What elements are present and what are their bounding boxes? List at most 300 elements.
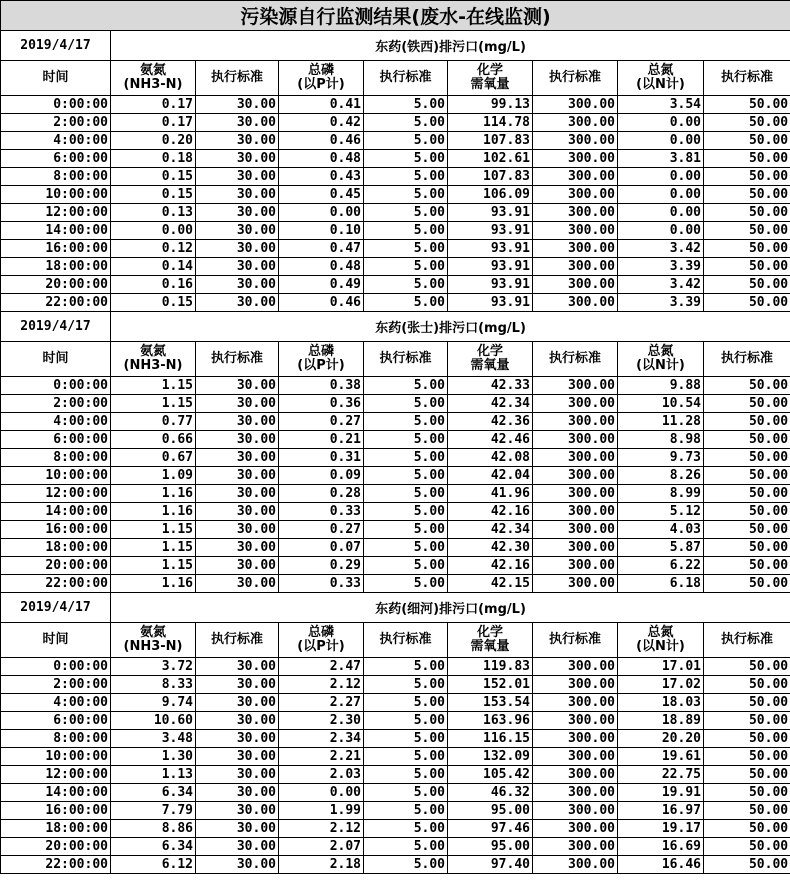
cell-ammonia: 0.15 bbox=[111, 294, 196, 312]
cell-ammonia: 0.15 bbox=[111, 186, 196, 204]
cell-phosphorus-std: 5.00 bbox=[364, 856, 448, 874]
table-row bbox=[1, 784, 790, 802]
cell-phosphorus: 2.03 bbox=[279, 766, 364, 784]
cell-ammonia: 8.33 bbox=[111, 676, 196, 694]
report-title: 污染源自行监测结果(废水-在线监测) bbox=[1, 1, 790, 31]
header-total-phosphorus-line: (以P计) bbox=[297, 358, 345, 373]
cell-phosphorus-std: 5.00 bbox=[364, 449, 448, 467]
cell-nitrogen-std: 50.00 bbox=[704, 258, 790, 276]
cell-time: 16:00:00 bbox=[1, 521, 111, 539]
cell-phosphorus-std: 5.00 bbox=[364, 694, 448, 712]
cell-nitrogen-std: 50.00 bbox=[704, 694, 790, 712]
cell-nitrogen: 22.75 bbox=[618, 766, 704, 784]
cell-phosphorus-std: 5.00 bbox=[364, 467, 448, 485]
header-total-nitrogen-line: 总氮 bbox=[647, 625, 674, 640]
cell-cod: 42.16 bbox=[448, 557, 533, 575]
table-row bbox=[1, 467, 790, 485]
cell-cod-std: 300.00 bbox=[533, 748, 618, 766]
cell-time: 2:00:00 bbox=[1, 676, 111, 694]
cell-ammonia: 0.12 bbox=[111, 240, 196, 258]
table-row bbox=[1, 694, 790, 712]
cell-phosphorus: 0.46 bbox=[279, 294, 364, 312]
cell-ammonia: 1.30 bbox=[111, 748, 196, 766]
cell-ammonia: 3.48 bbox=[111, 730, 196, 748]
header-standard-line: 执行标准 bbox=[548, 70, 601, 85]
cell-nitrogen: 3.39 bbox=[618, 258, 704, 276]
cell-ammonia: 0.67 bbox=[111, 449, 196, 467]
cell-cod: 116.15 bbox=[448, 730, 533, 748]
cell-phosphorus: 0.29 bbox=[279, 557, 364, 575]
cell-phosphorus: 0.38 bbox=[279, 377, 364, 395]
cell-phosphorus-std: 5.00 bbox=[364, 784, 448, 802]
header-ammonia-nitrogen-line: (NH3-N) bbox=[123, 77, 183, 92]
header-cod-line: 需氧量 bbox=[470, 639, 510, 654]
header-cod-line: 化学 bbox=[476, 625, 503, 640]
header-cod bbox=[448, 623, 533, 658]
cell-nitrogen: 6.18 bbox=[618, 575, 704, 593]
header-standard bbox=[533, 61, 618, 96]
cell-ammonia: 8.86 bbox=[111, 820, 196, 838]
cell-nitrogen-std: 50.00 bbox=[704, 168, 790, 186]
cell-phosphorus: 0.45 bbox=[279, 186, 364, 204]
cell-cod: 42.04 bbox=[448, 467, 533, 485]
table-row bbox=[1, 204, 790, 222]
cell-phosphorus: 0.09 bbox=[279, 467, 364, 485]
cell-ammonia-std: 30.00 bbox=[196, 856, 279, 874]
cell-nitrogen: 10.54 bbox=[618, 395, 704, 413]
cell-phosphorus-std: 5.00 bbox=[364, 485, 448, 503]
cell-nitrogen-std: 50.00 bbox=[704, 240, 790, 258]
cell-phosphorus: 2.07 bbox=[279, 838, 364, 856]
cell-nitrogen: 0.00 bbox=[618, 222, 704, 240]
cell-phosphorus-std: 5.00 bbox=[364, 294, 448, 312]
cell-phosphorus-std: 5.00 bbox=[364, 258, 448, 276]
cell-ammonia-std: 30.00 bbox=[196, 820, 279, 838]
cell-cod-std: 300.00 bbox=[533, 168, 618, 186]
cell-cod: 93.91 bbox=[448, 222, 533, 240]
table-row bbox=[1, 658, 790, 676]
cell-cod-std: 300.00 bbox=[533, 712, 618, 730]
table-row bbox=[1, 856, 790, 874]
cell-cod: 132.09 bbox=[448, 748, 533, 766]
cell-phosphorus-std: 5.00 bbox=[364, 114, 448, 132]
header-standard bbox=[364, 623, 448, 658]
cell-phosphorus: 0.43 bbox=[279, 168, 364, 186]
cell-cod-std: 300.00 bbox=[533, 276, 618, 294]
header-total-nitrogen-line: (以N计) bbox=[636, 77, 685, 92]
cell-time: 14:00:00 bbox=[1, 503, 111, 521]
cell-phosphorus: 0.28 bbox=[279, 485, 364, 503]
cell-nitrogen-std: 50.00 bbox=[704, 294, 790, 312]
cell-nitrogen-std: 50.00 bbox=[704, 395, 790, 413]
cell-time: 6:00:00 bbox=[1, 712, 111, 730]
cell-ammonia-std: 30.00 bbox=[196, 521, 279, 539]
cell-ammonia: 3.72 bbox=[111, 658, 196, 676]
cell-cod-std: 300.00 bbox=[533, 132, 618, 150]
cell-time: 20:00:00 bbox=[1, 557, 111, 575]
cell-phosphorus: 0.48 bbox=[279, 258, 364, 276]
cell-ammonia: 0.15 bbox=[111, 168, 196, 186]
cell-cod-std: 300.00 bbox=[533, 539, 618, 557]
cell-nitrogen: 5.87 bbox=[618, 539, 704, 557]
table-row bbox=[1, 712, 790, 730]
cell-ammonia-std: 30.00 bbox=[196, 784, 279, 802]
header-total-nitrogen bbox=[618, 342, 704, 377]
cell-phosphorus: 0.10 bbox=[279, 222, 364, 240]
cell-phosphorus-std: 5.00 bbox=[364, 168, 448, 186]
cell-ammonia: 0.00 bbox=[111, 222, 196, 240]
section-heading-row bbox=[1, 593, 790, 623]
column-header-row bbox=[1, 342, 790, 377]
cell-cod: 95.00 bbox=[448, 838, 533, 856]
cell-cod-std: 300.00 bbox=[533, 784, 618, 802]
cell-phosphorus-std: 5.00 bbox=[364, 521, 448, 539]
cell-phosphorus: 0.33 bbox=[279, 503, 364, 521]
cell-ammonia: 6.34 bbox=[111, 784, 196, 802]
cell-ammonia-std: 30.00 bbox=[196, 168, 279, 186]
cell-ammonia: 0.14 bbox=[111, 258, 196, 276]
header-ammonia-nitrogen bbox=[111, 623, 196, 658]
cell-phosphorus: 1.99 bbox=[279, 802, 364, 820]
table-row bbox=[1, 240, 790, 258]
cell-nitrogen: 18.03 bbox=[618, 694, 704, 712]
cell-time: 14:00:00 bbox=[1, 784, 111, 802]
cell-ammonia-std: 30.00 bbox=[196, 395, 279, 413]
cell-time: 8:00:00 bbox=[1, 168, 111, 186]
header-standard-line: 执行标准 bbox=[379, 632, 432, 647]
cell-nitrogen: 11.28 bbox=[618, 413, 704, 431]
cell-nitrogen-std: 50.00 bbox=[704, 730, 790, 748]
header-ammonia-nitrogen-line: (NH3-N) bbox=[123, 639, 183, 654]
cell-cod-std: 300.00 bbox=[533, 114, 618, 132]
cell-cod: 114.78 bbox=[448, 114, 533, 132]
header-time-line: 时间 bbox=[42, 351, 69, 366]
cell-time: 4:00:00 bbox=[1, 694, 111, 712]
header-cod bbox=[448, 342, 533, 377]
header-total-phosphorus-line: (以P计) bbox=[297, 639, 345, 654]
cell-cod-std: 300.00 bbox=[533, 413, 618, 431]
header-ammonia-nitrogen-line: 氨氮 bbox=[139, 625, 166, 640]
cell-phosphorus-std: 5.00 bbox=[364, 413, 448, 431]
header-standard bbox=[533, 623, 618, 658]
cell-nitrogen: 8.99 bbox=[618, 485, 704, 503]
cell-nitrogen: 0.00 bbox=[618, 168, 704, 186]
cell-cod: 97.46 bbox=[448, 820, 533, 838]
cell-cod: 95.00 bbox=[448, 802, 533, 820]
cell-cod: 93.91 bbox=[448, 294, 533, 312]
cell-ammonia-std: 30.00 bbox=[196, 467, 279, 485]
column-header-row bbox=[1, 61, 790, 96]
cell-ammonia: 1.15 bbox=[111, 395, 196, 413]
cell-nitrogen-std: 50.00 bbox=[704, 222, 790, 240]
cell-cod: 93.91 bbox=[448, 258, 533, 276]
cell-time: 16:00:00 bbox=[1, 240, 111, 258]
cell-nitrogen: 19.61 bbox=[618, 748, 704, 766]
header-cod-line: 需氧量 bbox=[470, 77, 510, 92]
cell-ammonia: 0.20 bbox=[111, 132, 196, 150]
cell-time: 6:00:00 bbox=[1, 431, 111, 449]
cell-cod: 93.91 bbox=[448, 204, 533, 222]
cell-phosphorus-std: 5.00 bbox=[364, 186, 448, 204]
cell-nitrogen-std: 50.00 bbox=[704, 204, 790, 222]
cell-cod-std: 300.00 bbox=[533, 658, 618, 676]
header-time-line: 时间 bbox=[42, 632, 69, 647]
cell-phosphorus: 0.47 bbox=[279, 240, 364, 258]
cell-nitrogen: 3.81 bbox=[618, 150, 704, 168]
table-row bbox=[1, 503, 790, 521]
cell-phosphorus-std: 5.00 bbox=[364, 820, 448, 838]
cell-phosphorus-std: 5.00 bbox=[364, 132, 448, 150]
cell-time: 2:00:00 bbox=[1, 114, 111, 132]
cell-cod-std: 300.00 bbox=[533, 395, 618, 413]
header-ammonia-nitrogen bbox=[111, 342, 196, 377]
cell-cod: 42.08 bbox=[448, 449, 533, 467]
header-total-nitrogen-line: 总氮 bbox=[647, 63, 674, 78]
header-standard bbox=[196, 342, 279, 377]
cell-ammonia-std: 30.00 bbox=[196, 449, 279, 467]
cell-cod-std: 300.00 bbox=[533, 96, 618, 114]
cell-cod: 42.36 bbox=[448, 413, 533, 431]
section-outlet-name: 东药(张士)排污口(mg/L) bbox=[111, 312, 790, 342]
cell-nitrogen: 5.12 bbox=[618, 503, 704, 521]
cell-cod: 42.15 bbox=[448, 575, 533, 593]
cell-time: 18:00:00 bbox=[1, 539, 111, 557]
cell-nitrogen-std: 50.00 bbox=[704, 856, 790, 874]
header-standard-line: 执行标准 bbox=[379, 70, 432, 85]
section-outlet-name: 东药(细河)排污口(mg/L) bbox=[111, 593, 790, 623]
cell-phosphorus: 0.21 bbox=[279, 431, 364, 449]
cell-phosphorus-std: 5.00 bbox=[364, 395, 448, 413]
cell-nitrogen-std: 50.00 bbox=[704, 820, 790, 838]
cell-ammonia-std: 30.00 bbox=[196, 557, 279, 575]
cell-nitrogen: 8.26 bbox=[618, 467, 704, 485]
cell-nitrogen-std: 50.00 bbox=[704, 766, 790, 784]
table-row bbox=[1, 431, 790, 449]
cell-cod: 107.83 bbox=[448, 168, 533, 186]
cell-phosphorus-std: 5.00 bbox=[364, 748, 448, 766]
section-date: 2019/4/17 bbox=[1, 593, 111, 623]
cell-nitrogen: 16.97 bbox=[618, 802, 704, 820]
cell-cod-std: 300.00 bbox=[533, 521, 618, 539]
table-row bbox=[1, 222, 790, 240]
cell-ammonia-std: 30.00 bbox=[196, 539, 279, 557]
cell-nitrogen-std: 50.00 bbox=[704, 521, 790, 539]
cell-time: 4:00:00 bbox=[1, 413, 111, 431]
cell-phosphorus: 0.42 bbox=[279, 114, 364, 132]
section-heading-row bbox=[1, 312, 790, 342]
table-row bbox=[1, 575, 790, 593]
cell-phosphorus-std: 5.00 bbox=[364, 712, 448, 730]
cell-phosphorus: 2.34 bbox=[279, 730, 364, 748]
cell-time: 10:00:00 bbox=[1, 748, 111, 766]
cell-nitrogen-std: 50.00 bbox=[704, 748, 790, 766]
table-row bbox=[1, 114, 790, 132]
cell-ammonia-std: 30.00 bbox=[196, 712, 279, 730]
header-standard-line: 执行标准 bbox=[721, 70, 774, 85]
cell-time: 16:00:00 bbox=[1, 802, 111, 820]
cell-ammonia: 1.16 bbox=[111, 503, 196, 521]
header-ammonia-nitrogen-line: 氨氮 bbox=[139, 344, 166, 359]
cell-phosphorus-std: 5.00 bbox=[364, 377, 448, 395]
table-row bbox=[1, 395, 790, 413]
cell-ammonia: 1.16 bbox=[111, 575, 196, 593]
cell-ammonia: 1.15 bbox=[111, 539, 196, 557]
section-date: 2019/4/17 bbox=[1, 312, 111, 342]
cell-nitrogen-std: 50.00 bbox=[704, 96, 790, 114]
header-standard bbox=[704, 61, 790, 96]
cell-nitrogen: 0.00 bbox=[618, 186, 704, 204]
table-row bbox=[1, 449, 790, 467]
cell-nitrogen: 0.00 bbox=[618, 132, 704, 150]
cell-time: 0:00:00 bbox=[1, 377, 111, 395]
table-row bbox=[1, 820, 790, 838]
header-standard-line: 执行标准 bbox=[210, 351, 263, 366]
cell-nitrogen-std: 50.00 bbox=[704, 539, 790, 557]
cell-cod: 42.34 bbox=[448, 521, 533, 539]
table-row bbox=[1, 676, 790, 694]
cell-time: 0:00:00 bbox=[1, 96, 111, 114]
header-standard bbox=[196, 61, 279, 96]
cell-nitrogen: 19.17 bbox=[618, 820, 704, 838]
cell-nitrogen-std: 50.00 bbox=[704, 712, 790, 730]
cell-ammonia-std: 30.00 bbox=[196, 114, 279, 132]
cell-nitrogen: 9.73 bbox=[618, 449, 704, 467]
cell-nitrogen: 8.98 bbox=[618, 431, 704, 449]
cell-phosphorus: 0.07 bbox=[279, 539, 364, 557]
cell-cod: 163.96 bbox=[448, 712, 533, 730]
table-row bbox=[1, 521, 790, 539]
cell-cod: 119.83 bbox=[448, 658, 533, 676]
cell-nitrogen-std: 50.00 bbox=[704, 575, 790, 593]
cell-phosphorus: 0.31 bbox=[279, 449, 364, 467]
cell-ammonia-std: 30.00 bbox=[196, 485, 279, 503]
header-ammonia-nitrogen bbox=[111, 61, 196, 96]
cell-time: 4:00:00 bbox=[1, 132, 111, 150]
header-total-nitrogen-line: (以N计) bbox=[636, 639, 685, 654]
cell-nitrogen-std: 50.00 bbox=[704, 503, 790, 521]
cell-time: 10:00:00 bbox=[1, 467, 111, 485]
cell-phosphorus: 0.48 bbox=[279, 150, 364, 168]
cell-ammonia: 6.12 bbox=[111, 856, 196, 874]
cell-time: 2:00:00 bbox=[1, 395, 111, 413]
table-row bbox=[1, 150, 790, 168]
cell-ammonia-std: 30.00 bbox=[196, 413, 279, 431]
cell-cod: 42.16 bbox=[448, 503, 533, 521]
cell-ammonia-std: 30.00 bbox=[196, 503, 279, 521]
cell-time: 12:00:00 bbox=[1, 204, 111, 222]
cell-cod: 152.01 bbox=[448, 676, 533, 694]
cell-ammonia: 0.77 bbox=[111, 413, 196, 431]
cell-cod: 42.33 bbox=[448, 377, 533, 395]
cell-phosphorus: 2.12 bbox=[279, 820, 364, 838]
cell-cod: 93.91 bbox=[448, 240, 533, 258]
cell-nitrogen-std: 50.00 bbox=[704, 114, 790, 132]
cell-cod-std: 300.00 bbox=[533, 730, 618, 748]
cell-ammonia: 0.18 bbox=[111, 150, 196, 168]
header-standard bbox=[364, 342, 448, 377]
cell-phosphorus-std: 5.00 bbox=[364, 730, 448, 748]
cell-ammonia-std: 30.00 bbox=[196, 802, 279, 820]
table-row bbox=[1, 766, 790, 784]
table-row bbox=[1, 377, 790, 395]
cell-nitrogen-std: 50.00 bbox=[704, 449, 790, 467]
cell-ammonia: 1.09 bbox=[111, 467, 196, 485]
header-standard bbox=[704, 623, 790, 658]
cell-cod-std: 300.00 bbox=[533, 449, 618, 467]
cell-cod: 153.54 bbox=[448, 694, 533, 712]
cell-ammonia-std: 30.00 bbox=[196, 575, 279, 593]
cell-cod-std: 300.00 bbox=[533, 820, 618, 838]
header-cod-line: 化学 bbox=[476, 344, 503, 359]
cell-ammonia: 1.15 bbox=[111, 377, 196, 395]
header-total-phosphorus bbox=[279, 623, 364, 658]
cell-time: 10:00:00 bbox=[1, 186, 111, 204]
cell-cod: 99.13 bbox=[448, 96, 533, 114]
cell-ammonia-std: 30.00 bbox=[196, 431, 279, 449]
cell-phosphorus-std: 5.00 bbox=[364, 658, 448, 676]
cell-ammonia: 9.74 bbox=[111, 694, 196, 712]
header-standard bbox=[196, 623, 279, 658]
cell-phosphorus-std: 5.00 bbox=[364, 204, 448, 222]
table-row bbox=[1, 748, 790, 766]
cell-nitrogen: 4.03 bbox=[618, 521, 704, 539]
header-time-line: 时间 bbox=[42, 70, 69, 85]
cell-phosphorus: 0.27 bbox=[279, 521, 364, 539]
cell-cod-std: 300.00 bbox=[533, 694, 618, 712]
cell-phosphorus-std: 5.00 bbox=[364, 503, 448, 521]
cell-cod-std: 300.00 bbox=[533, 467, 618, 485]
cell-cod: 42.34 bbox=[448, 395, 533, 413]
cell-nitrogen: 0.00 bbox=[618, 204, 704, 222]
header-standard-line: 执行标准 bbox=[548, 351, 601, 366]
header-total-phosphorus-line: (以P计) bbox=[297, 77, 345, 92]
header-standard-line: 执行标准 bbox=[379, 351, 432, 366]
cell-time: 20:00:00 bbox=[1, 276, 111, 294]
table-row bbox=[1, 276, 790, 294]
table-row bbox=[1, 485, 790, 503]
header-total-phosphorus bbox=[279, 61, 364, 96]
table-row bbox=[1, 96, 790, 114]
cell-phosphorus: 2.18 bbox=[279, 856, 364, 874]
cell-nitrogen-std: 50.00 bbox=[704, 377, 790, 395]
cell-time: 8:00:00 bbox=[1, 449, 111, 467]
cell-nitrogen: 3.39 bbox=[618, 294, 704, 312]
table-row bbox=[1, 168, 790, 186]
cell-nitrogen-std: 50.00 bbox=[704, 658, 790, 676]
header-total-phosphorus bbox=[279, 342, 364, 377]
cell-cod: 42.46 bbox=[448, 431, 533, 449]
cell-nitrogen-std: 50.00 bbox=[704, 802, 790, 820]
header-total-nitrogen-line: 总氮 bbox=[647, 344, 674, 359]
cell-cod-std: 300.00 bbox=[533, 557, 618, 575]
header-standard bbox=[533, 342, 618, 377]
cell-nitrogen: 18.89 bbox=[618, 712, 704, 730]
cell-nitrogen: 16.69 bbox=[618, 838, 704, 856]
cell-cod-std: 300.00 bbox=[533, 294, 618, 312]
cell-ammonia-std: 30.00 bbox=[196, 204, 279, 222]
cell-time: 6:00:00 bbox=[1, 150, 111, 168]
cell-ammonia: 1.15 bbox=[111, 521, 196, 539]
cell-nitrogen: 9.88 bbox=[618, 377, 704, 395]
cell-nitrogen: 17.01 bbox=[618, 658, 704, 676]
table-row bbox=[1, 132, 790, 150]
cell-ammonia-std: 30.00 bbox=[196, 276, 279, 294]
cell-nitrogen-std: 50.00 bbox=[704, 186, 790, 204]
cell-cod-std: 300.00 bbox=[533, 150, 618, 168]
cell-cod-std: 300.00 bbox=[533, 431, 618, 449]
cell-time: 18:00:00 bbox=[1, 820, 111, 838]
cell-phosphorus-std: 5.00 bbox=[364, 276, 448, 294]
